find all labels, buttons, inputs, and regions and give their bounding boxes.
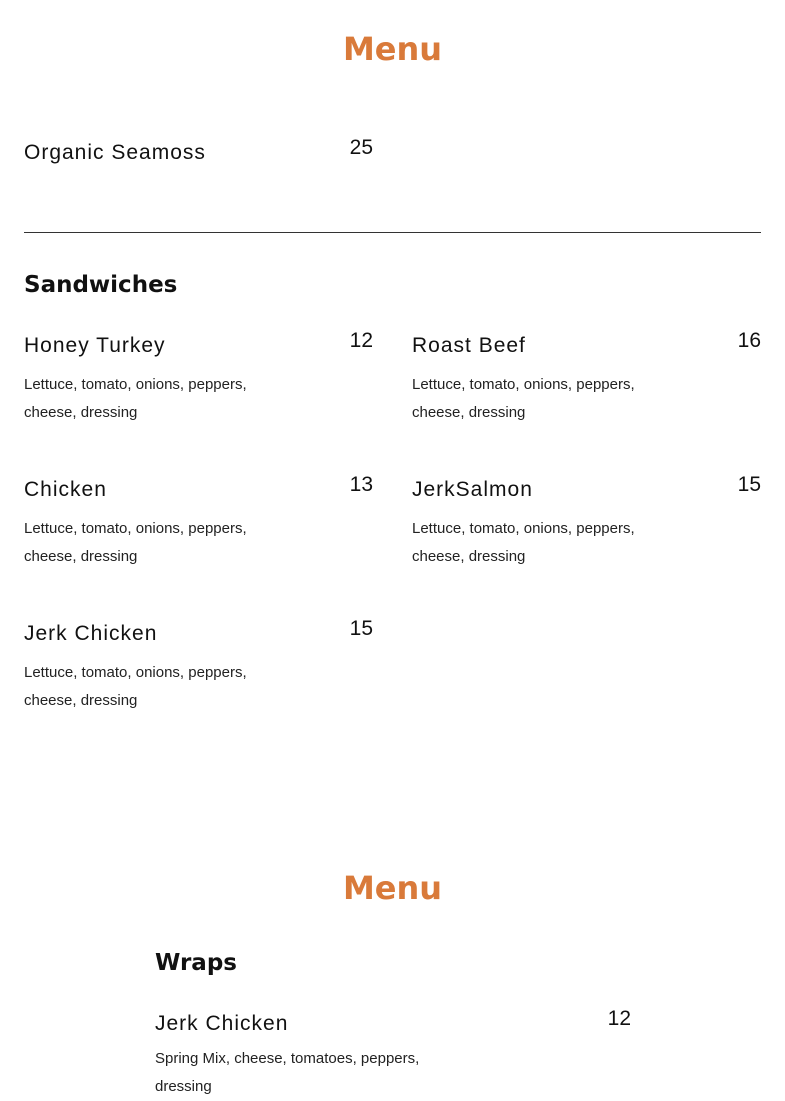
item-price: 13 <box>349 473 373 496</box>
menu-title: Menu <box>342 869 443 907</box>
item-description-line: Spring Mix, cheese, tomatoes, peppers, <box>155 1050 420 1067</box>
item-name: Honey Turkey <box>24 334 166 357</box>
menu-item-jerk-chicken-wrap <box>155 1007 631 1101</box>
item-description-line: Lettuce, tomato, onions, peppers, <box>24 520 247 537</box>
item-description-line: cheese, dressing <box>24 692 138 709</box>
menu-item-organic-seamoss <box>24 136 373 172</box>
item-description-line: Lettuce, tomato, onions, peppers, <box>412 376 635 393</box>
section-divider <box>24 232 761 233</box>
item-price: 12 <box>349 329 373 352</box>
item-price: 15 <box>349 617 373 640</box>
item-description <box>412 371 635 427</box>
item-price: 12 <box>607 1007 631 1030</box>
menu-item-chicken <box>24 473 373 569</box>
menu-item-honey-turkey <box>24 329 373 425</box>
item-description-line: cheese, dressing <box>24 548 138 565</box>
item-description-line: Lettuce, tomato, onions, peppers, <box>24 376 247 393</box>
item-description-line: dressing <box>155 1078 212 1095</box>
item-description-line: Lettuce, tomato, onions, peppers, <box>412 520 635 537</box>
item-price: 25 <box>349 136 373 159</box>
item-name: JerkSalmon <box>412 478 533 501</box>
item-description-line: cheese, dressing <box>412 404 526 421</box>
item-name: Jerk Chicken <box>24 622 158 645</box>
menu-item-roast-beef <box>412 329 761 425</box>
item-description <box>24 515 247 571</box>
section-title-wraps: Wraps <box>155 950 237 976</box>
item-description <box>412 515 635 571</box>
item-description <box>155 1045 419 1101</box>
item-description-line: cheese, dressing <box>24 404 138 421</box>
item-name: Organic Seamoss <box>24 141 206 164</box>
item-description-line: cheese, dressing <box>412 548 526 565</box>
item-name: Roast Beef <box>412 334 526 357</box>
item-price: 16 <box>737 329 761 352</box>
menu-title: Menu <box>342 30 443 68</box>
menu-item-jerk-salmon <box>412 473 761 569</box>
item-description <box>24 659 247 715</box>
item-description <box>24 371 247 427</box>
menu-item-jerk-chicken <box>24 617 373 713</box>
item-name: Chicken <box>24 478 107 501</box>
section-title-sandwiches: Sandwiches <box>24 272 178 298</box>
item-price: 15 <box>737 473 761 496</box>
item-name: Jerk Chicken <box>155 1012 289 1035</box>
item-description-line: Lettuce, tomato, onions, peppers, <box>24 664 247 681</box>
